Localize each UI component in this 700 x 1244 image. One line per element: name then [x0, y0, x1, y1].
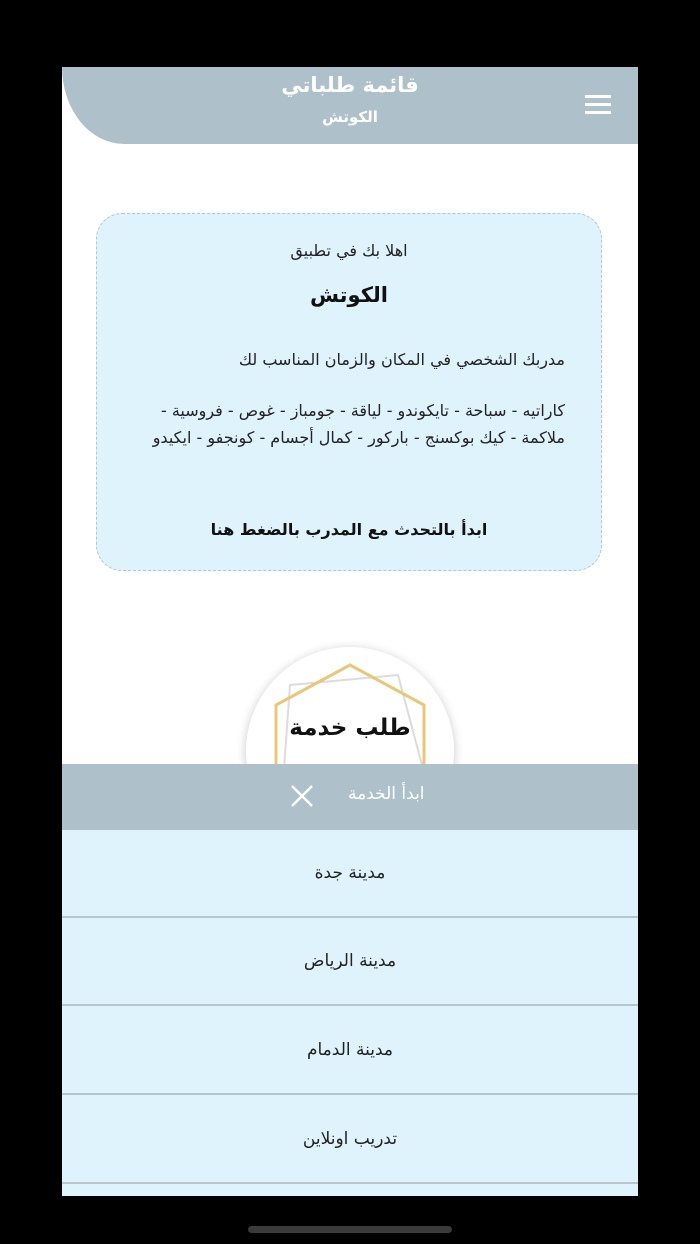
- option-more[interactable]: [62, 1184, 638, 1196]
- page-title: قائمة طلباتي: [281, 73, 419, 97]
- chat-with-coach-link[interactable]: ابدأ بالتحدث مع المدرب بالضغط هنا: [210, 520, 488, 539]
- request-service-label: طلب خدمة: [289, 715, 411, 741]
- hamburger-icon: [585, 95, 611, 98]
- hamburger-icon-line: [585, 111, 611, 114]
- welcome-greeting: اهلا بك في تطبيق: [290, 241, 408, 260]
- tagline: مدربك الشخصي في المكان والزمان المناسب لك: [238, 350, 565, 369]
- hamburger-icon-line: [585, 103, 611, 106]
- sports-list: كاراتيه - سباحة - تايكوندو - لياقة - جومباز - غوص - فروسية - ملاكمة - كيك بوكسنج - باركور - كمال أجسام - كونجفو - ايكيدو: [152, 401, 565, 447]
- option-online-training[interactable]: تدريب اونلاين: [62, 1096, 638, 1184]
- start-service-sheet: [62, 764, 638, 1196]
- home-indicator[interactable]: [248, 1226, 452, 1233]
- hamburger-menu-button[interactable]: [584, 95, 612, 117]
- app-header: [62, 67, 638, 144]
- page-subtitle: الكوتش: [322, 108, 378, 126]
- option-dammam[interactable]: مدينة الدمام: [62, 1007, 638, 1095]
- app-screen: [62, 67, 638, 1196]
- close-button[interactable]: [290, 784, 314, 808]
- sheet-header: [62, 764, 638, 830]
- option-riyadh[interactable]: مدينة الرياض: [62, 918, 638, 1006]
- sheet-title: ابدأ الخدمة: [348, 784, 425, 804]
- brand-name: الكوتش: [309, 283, 389, 307]
- welcome-card: [96, 213, 602, 571]
- option-jeddah[interactable]: مدينة جدة: [62, 830, 638, 918]
- close-icon: [290, 784, 314, 808]
